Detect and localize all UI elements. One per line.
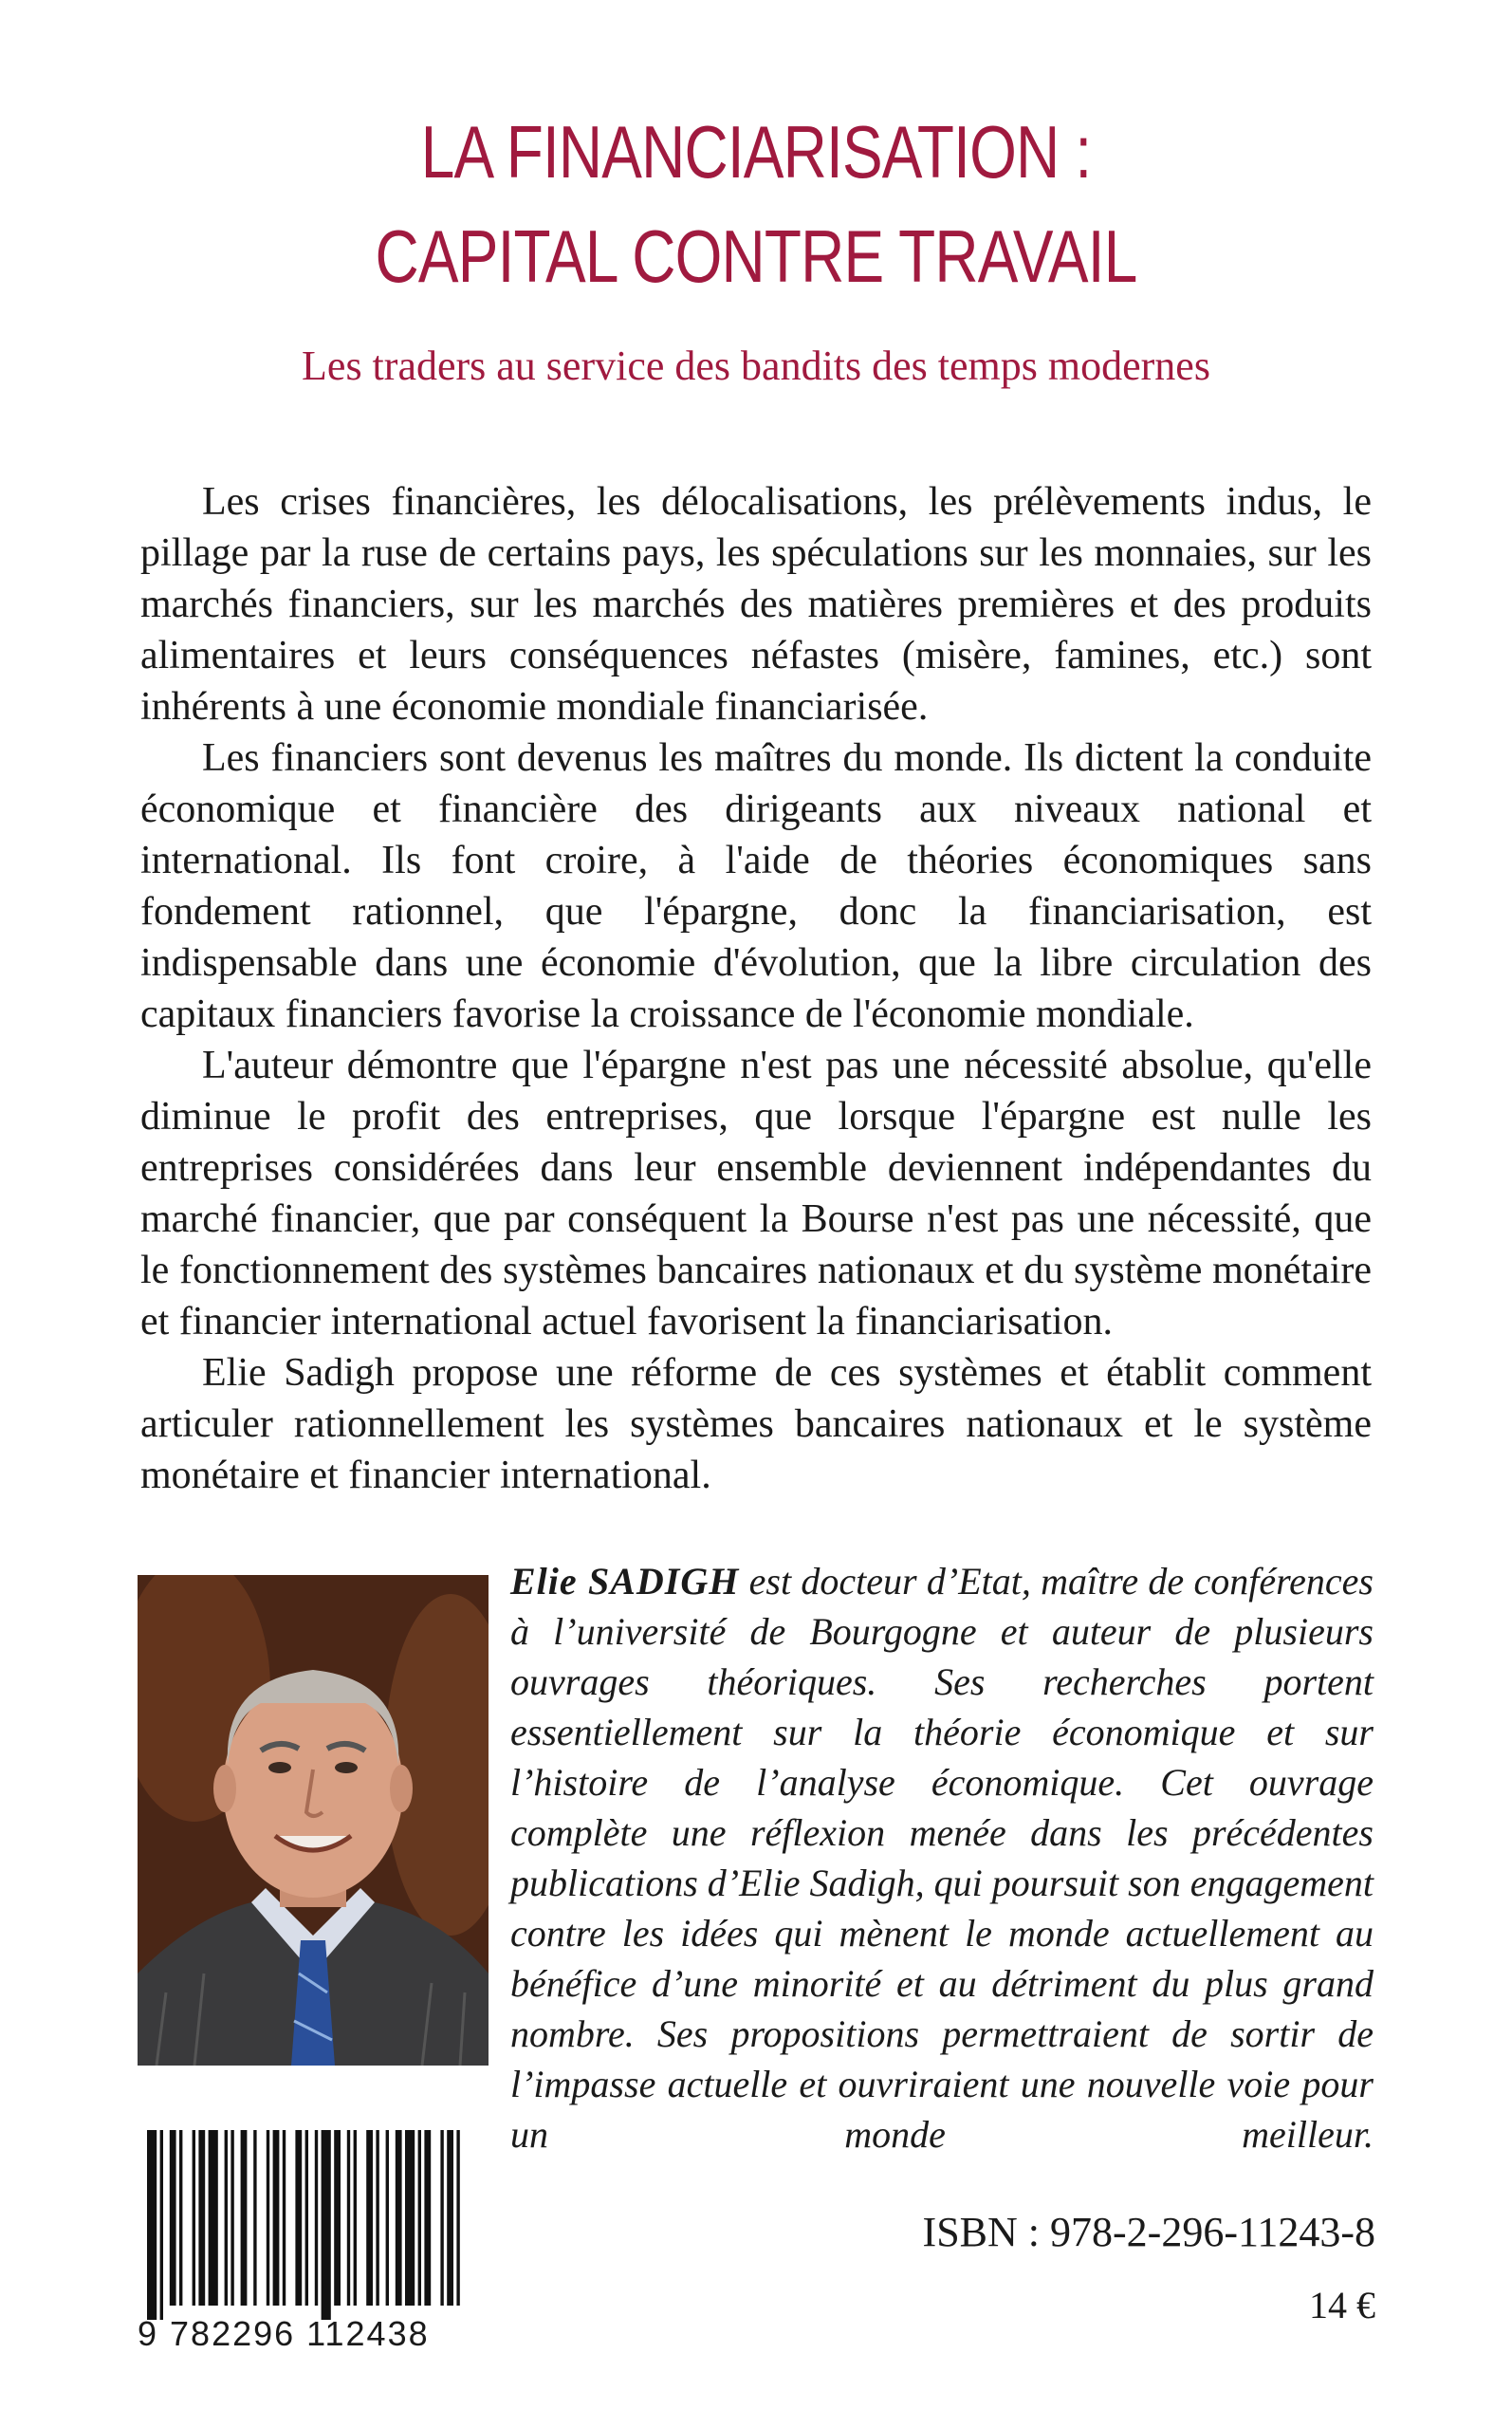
summary-paragraph-4: Elie Sadigh propose une réforme de ces systèmes et établit comment articuler rationnellement les systèmes bancaires nationaux et le système monétaire et financier international. (140, 1351, 1372, 1497)
author-photo (138, 1575, 489, 2066)
barcode-bar (225, 2130, 228, 2306)
barcode-bar (396, 2130, 402, 2306)
barcode-bar (447, 2130, 453, 2306)
subtitle: Les traders au service des bandits des temps modernes (302, 343, 1210, 389)
summary-paragraph-3: L'auteur démontre que l'épargne n'est pas une nécessité absolue, qu'elle diminue le profit des entreprises, que lorsque l'épargne est nulle les entreprises considérées dans leur ensemble deviennent indépendantes du marché financier, que par conséquent la Bourse n'est pas une nécessité, que le fonctionnement des systèmes bancaires nationaux et du système monétaire et financier international actuel favorisent la financiarisation. (140, 1044, 1372, 1343)
barcode-bar (170, 2130, 176, 2306)
barcode-bar (193, 2130, 195, 2306)
author-name: Elie SADIGH (510, 1560, 740, 1603)
barcode-bar (283, 2130, 286, 2306)
barcode-bar (160, 2130, 163, 2320)
back-cover-summary (140, 476, 1372, 1501)
barcode-bar (424, 2130, 431, 2306)
barcode-bar (267, 2130, 269, 2306)
barcode-bar (241, 2130, 248, 2306)
title-line-1: LA FINANCIARISATION : (420, 110, 1092, 194)
barcode-bar (354, 2130, 357, 2306)
summary-paragraph-1: Les crises financières, les délocalisations, les prélèvements indus, le pillage par la ruse de certains pays, les spéculations sur les monnaies, sur les marchés financiers, sur les marchés des matières premières et des produits alimentaires et leurs conséquences néfastes (misère, famines, etc.) sont inhérents à une économie mondiale financiarisée. (140, 480, 1372, 729)
barcode-bar (147, 2130, 157, 2320)
barcode-bar (198, 2130, 205, 2306)
barcode (138, 2130, 474, 2320)
barcode-bar (315, 2130, 318, 2306)
barcode-bar (179, 2130, 182, 2306)
summary-paragraph-2: Les financiers sont devenus les maîtres du monde. Ils dictent la conduite économique et financière des dirigeants aux niveaux national et international. Ils font croire, à l'aide de théories économiques sans fondement rationnel, que l'épargne, donc la financiarisation, est indispensable dans une économie d'évolution, que la libre circulation des capitaux financiers favorise la croissance de l'économie mondiale. (140, 736, 1372, 1036)
price: 14 € (1309, 2284, 1375, 2326)
barcode-bar (295, 2130, 302, 2306)
barcode-bar (386, 2130, 389, 2306)
barcode-bar (440, 2130, 443, 2306)
barcode-bar (273, 2130, 280, 2306)
isbn: ISBN : 978-2-296-11243-8 (922, 2209, 1375, 2255)
barcode-bar (405, 2130, 415, 2306)
title-line-2: CAPITAL CONTRE TRAVAIL (375, 214, 1137, 298)
barcode-bar (209, 2130, 218, 2306)
barcode-digits: 9 782296 112438 (138, 2314, 430, 2353)
barcode-bar (230, 2130, 233, 2306)
barcode-bar (253, 2130, 256, 2306)
barcode-bar (376, 2130, 378, 2306)
barcode-bar (418, 2130, 421, 2306)
author-bio-text: est docteur d’Etat, maître de conférences à l’université de Bourgogne et auteur de plusieurs ouvrages théoriques. Ses recherches portent essentiellement sur la théorie économique et sur l’histoire de l’analyse économique. Cet ouvrage complète une réflexion menée dans les précédentes publications d’Elie Sadigh, qui poursuit son engagement contre les idées qui mènent le monde actuellement au bénéfice d’une minorité et au détriment du plus grand nombre. Ses propositions permettraient de sortir de l’impasse actuelle et ouvriraient une nouvelle voie pour un monde meilleur. (510, 1560, 1374, 2156)
barcode-bar (347, 2130, 350, 2306)
barcode-bar (305, 2130, 308, 2306)
author-biography (510, 1556, 1374, 2159)
barcode-bar (456, 2130, 459, 2306)
barcode-bar (322, 2130, 331, 2320)
barcode-bar (334, 2130, 341, 2306)
barcode-bar (366, 2130, 373, 2306)
